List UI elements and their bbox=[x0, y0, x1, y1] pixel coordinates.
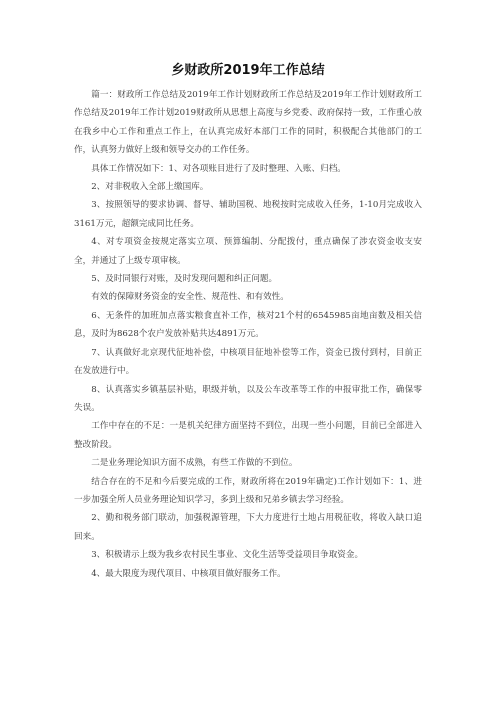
paragraph-item-7: 7、认真做好北京现代征地补偿，中核项目征地补偿等工作，资金已拨付到村，目前正在发放进行中。 bbox=[74, 347, 422, 377]
document-title: 乡财政所2019年工作总结 bbox=[171, 63, 325, 78]
paragraph-shortcoming-2: 二是业务理论知识方面不成熟，有些工作做的不到位。 bbox=[91, 458, 298, 469]
paragraph-item-3: 3、按照领导的要求协调、督导、辅助国税、地税按时完成收入任务，1-10月完成收入3161万元，超额完成同比任务。 bbox=[74, 200, 422, 229]
paragraph-plan-2: 2、勤和税务部门联动，加强税源管理，下大力度进行土地占用税征收，将收入缺口追回来。 bbox=[74, 513, 422, 542]
paragraph-item-2: 2、对非税收入全部上缴国库。 bbox=[91, 182, 209, 193]
paragraph-item-1: 具体工作情况如下：1、对各项账目进行了及时整理、入账、归档。 bbox=[91, 163, 346, 174]
paragraph-item-4: 4、对专项资金按规定落实立项、预算编制、分配拨付，重点确保了涉农资金收支安全，并通过了上级专项审核。 bbox=[74, 237, 422, 266]
paragraph-item-8: 8、认真落实乡镇基层补贴，职级并轨，以及公车改革等工作的申报审批工作，确保零失误。 bbox=[74, 384, 422, 413]
paragraph-plan-4: 4、最大限度为现代项目、中核项目做好服务工作。 bbox=[91, 568, 286, 579]
paragraph-shortcoming-1: 工作中存在的不足：一是机关纪律方面坚持不到位，出现一些小问题，目前已全部进入整改阶段。 bbox=[74, 421, 422, 450]
paragraph-plan-3: 3、积极请示上级为我乡农村民生事业、文化生活等受益项目争取资金。 bbox=[91, 550, 364, 561]
paragraph-safety: 有效的保障财务资金的安全性、规范性、和有效性。 bbox=[91, 292, 289, 303]
paragraph-plan-1: 结合存在的不足和今后要完成的工作，财政所将在2019年确定)工作计划如下：1、进一步加强全所人员业务理论知识学习，多到上级和兄弟乡镇去学习经验。 bbox=[74, 476, 422, 505]
paragraph-item-6: 6、无条件的加班加点落实粮食直补工作，核对21个村的6545985亩地亩数及相关信息，及时为8628个农户发放补贴共达4891万元。 bbox=[74, 310, 422, 340]
paragraph-item-5: 5、及时同银行对账，及时发现问题和纠正问题。 bbox=[91, 274, 278, 285]
paragraph-intro: 篇一：财政所工作总结及2019年工作计划财政所工作总结及2019年工作计划财政所工作总结及2019年工作计划2019财政所从思想上高度与乡党委、政府保持一致，工作重心放在我乡中心工作和重点工作上，在认真完成好本部门工作的同时，积极配合其他部门的工作，认真努力做好上级和领导交办的工作任务。 bbox=[74, 90, 422, 156]
